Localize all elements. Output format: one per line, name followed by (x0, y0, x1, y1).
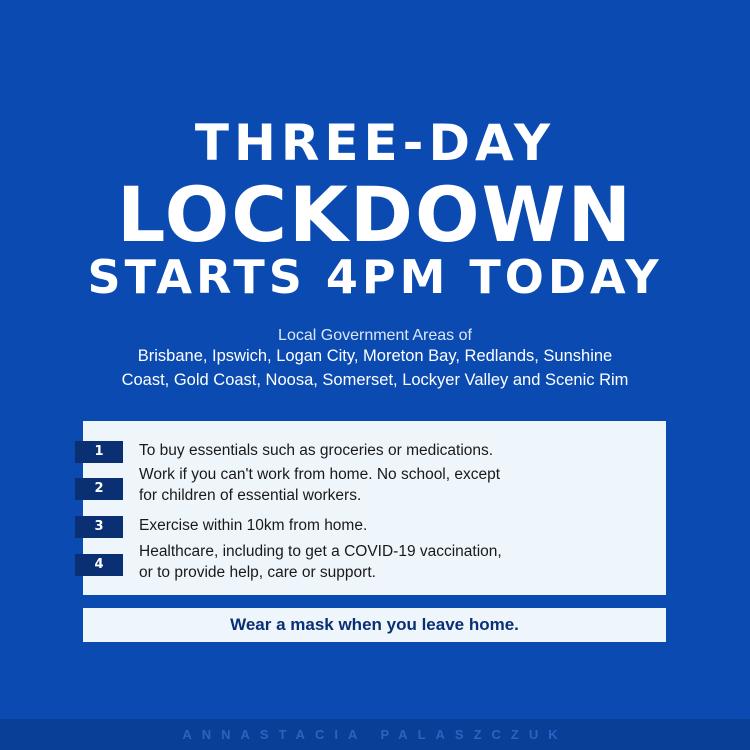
permitted-reasons-panel (83, 421, 666, 595)
mask-notice: Wear a mask when you leave home. (83, 608, 666, 642)
headline-three-day: THREE-DAY (194, 114, 556, 172)
areas-list-line-1: Brisbane, Ipswich, Logan City, Moreton Bay, Redlands, Sunshine (137, 347, 613, 365)
areas-list-line-2: Coast, Gold Coast, Noosa, Somerset, Lockyer Valley and Scenic Rim (121, 371, 629, 389)
reason-number-badge: 4 (75, 554, 123, 576)
reason-text-line: Exercise within 10km from home. (139, 517, 368, 534)
reason-number-badge: 1 (75, 441, 123, 463)
reason-text-line: for children of essential workers. (139, 487, 362, 504)
reason-number-badge: 2 (75, 478, 123, 500)
reason-text (139, 515, 659, 536)
footer-signature: ANNASTACIA PALASZCZUK (0, 719, 750, 750)
reason-number-badge: 3 (75, 516, 123, 538)
reason-text-line: or to provide help, care or support. (139, 564, 376, 581)
headline-starts-time: STARTS 4PM TODAY (87, 250, 663, 304)
reason-text (139, 464, 659, 506)
areas-intro: Local Government Areas of (278, 327, 472, 344)
reason-text-line: Work if you can't work from home. No school, except (139, 466, 501, 483)
reason-text-line: To buy essentials such as groceries or medications. (139, 442, 494, 459)
headline-lockdown: LOCKDOWN (116, 170, 634, 259)
reason-text (139, 440, 659, 461)
reason-text-line: Healthcare, including to get a COVID-19 vaccination, (139, 543, 502, 560)
reason-text (139, 541, 659, 583)
